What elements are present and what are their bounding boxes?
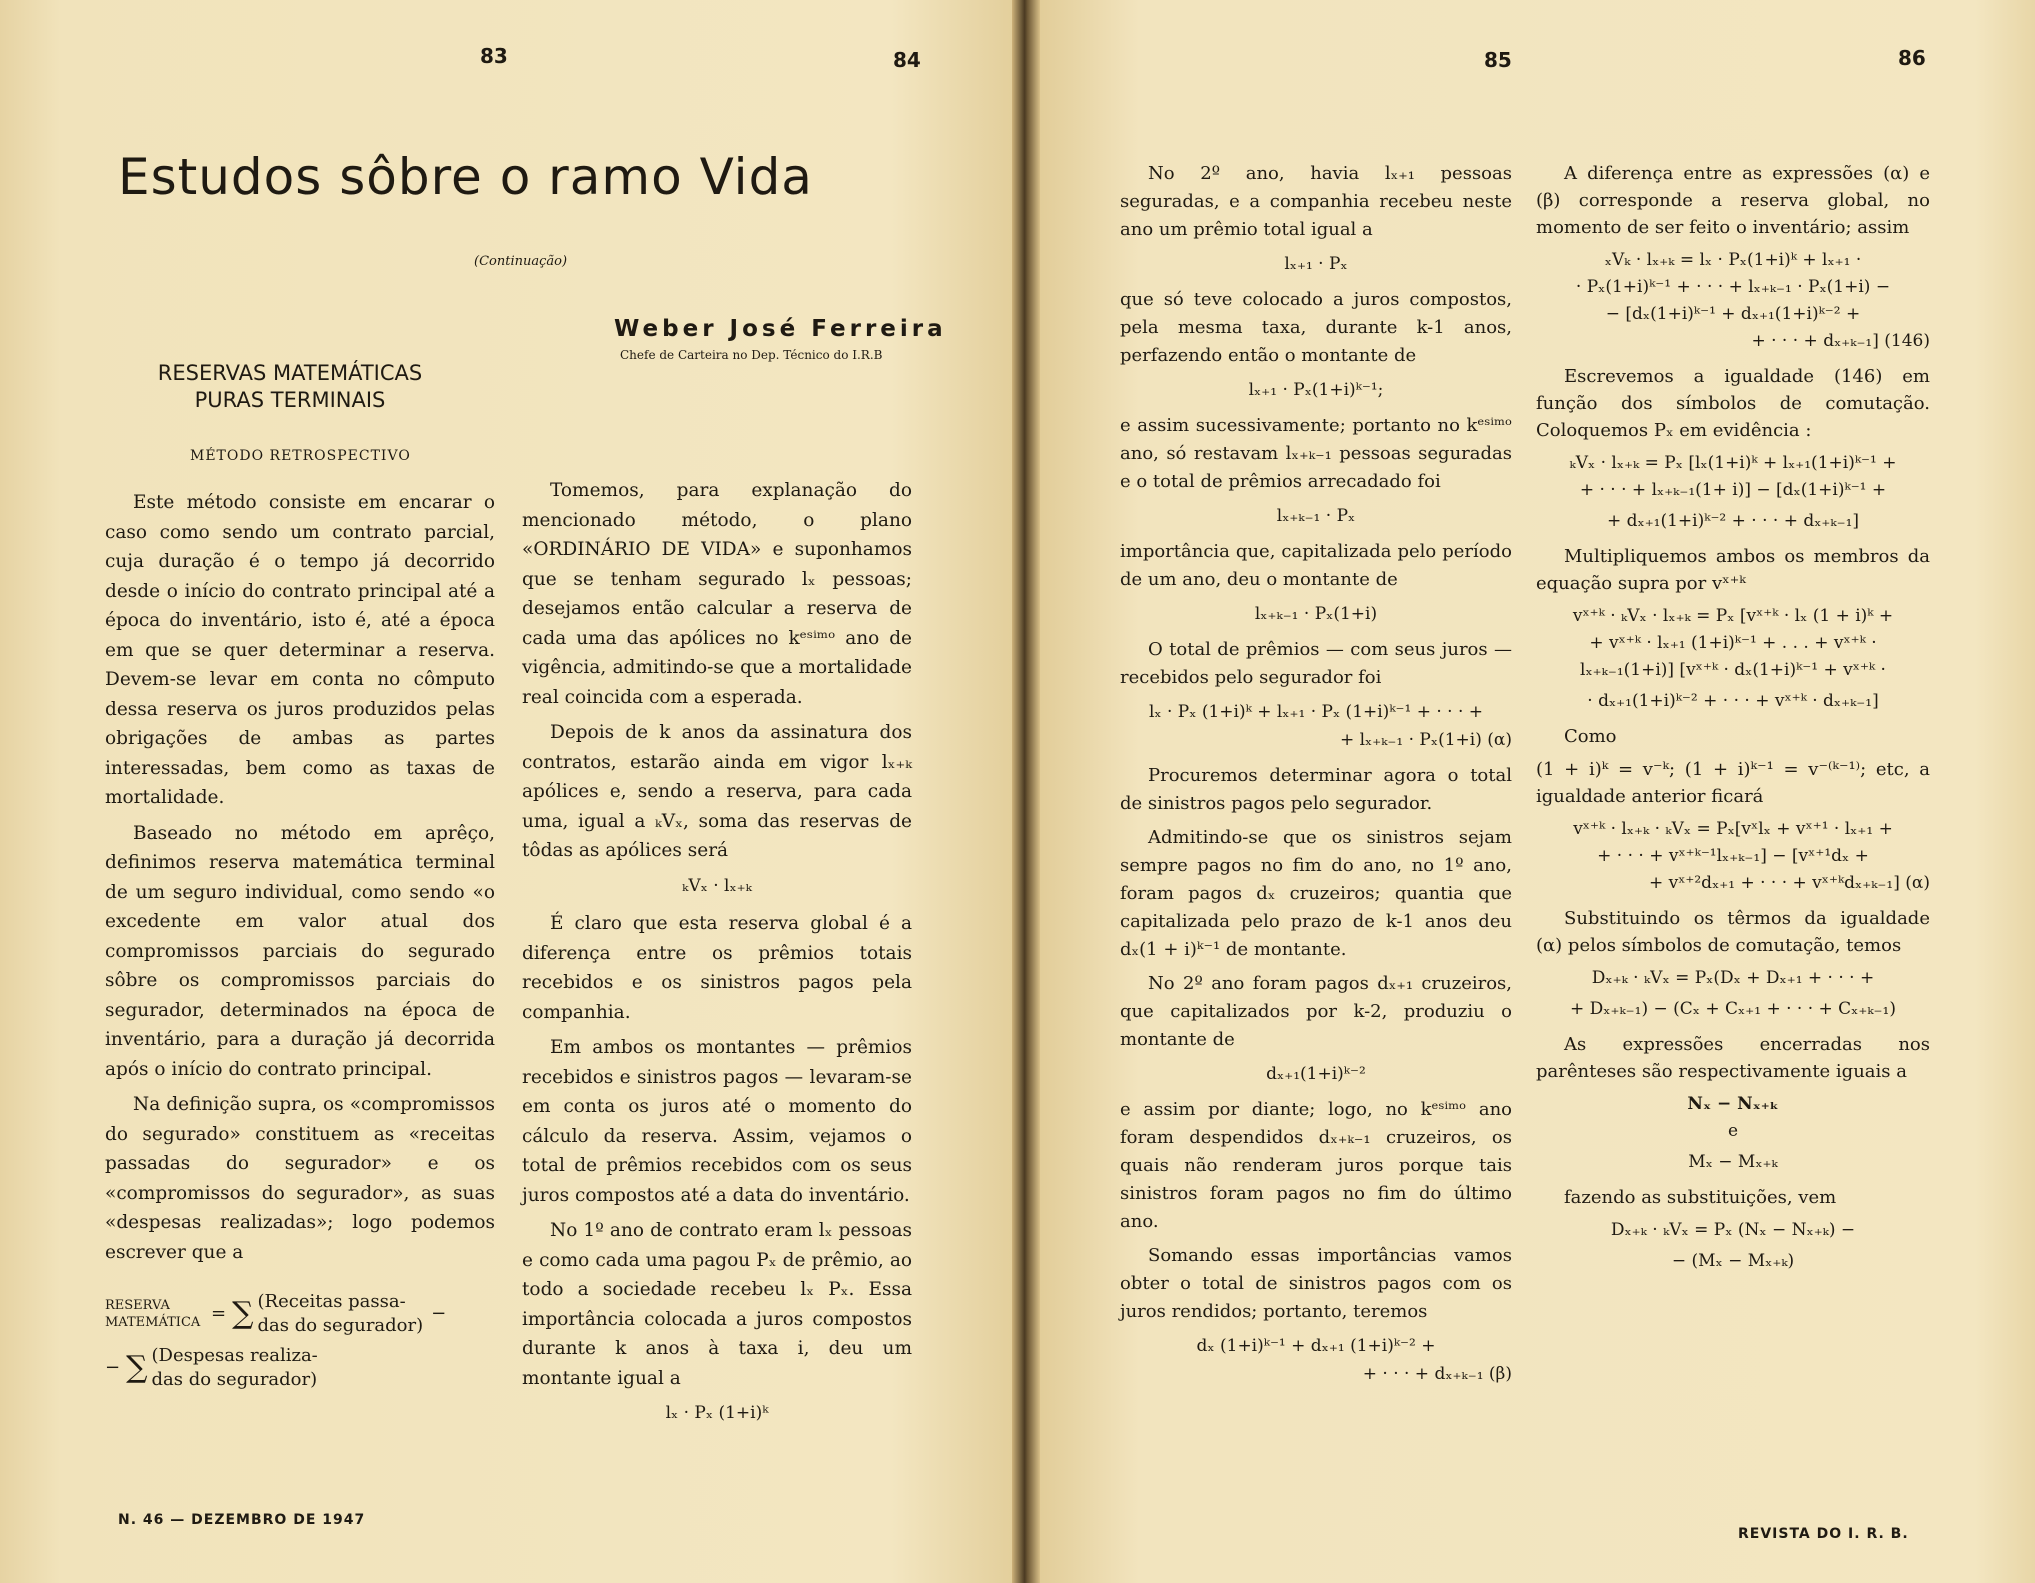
section-title-line-2: PURAS TERMINAIS [194, 388, 386, 412]
col3-paragraph-7: Admitindo-se que os sinistros sejam sempre pagos no fim do ano, no 1º ano, foram pagos dₓ cruzeiros; quantia que capitalizada pelo prazo de k-1 anos deu dₓ(1 + i)ᵏ⁻¹ de montante. [1120, 827, 1512, 960]
column-3 [1120, 160, 1512, 1396]
book-gutter [1012, 0, 1040, 1583]
col4-equation-3d: · dₓ₊₁(1+i)ᵏ⁻² + · · · + vˣ⁺ᵏ · dₓ₊ₖ₋₁] [1587, 691, 1879, 711]
reserve-formula [105, 1290, 505, 1392]
continuation-note: (Continuação) [474, 254, 568, 269]
sum-symbol-2: ∑ [126, 1350, 148, 1385]
page-number-84: 84 [893, 48, 921, 72]
column-1 [105, 488, 495, 1273]
col4-equation-5a: Dₓ₊ₖ · ₖVₓ = Pₓ(Dₓ + Dₓ₊₁ + · · · + [1591, 968, 1875, 988]
col4-equation-7: Mₓ − Mₓ₊ₖ [1688, 1152, 1778, 1172]
col2-paragraph-3: É claro que esta reserva global é a diferença entre os prêmios totais recebidos e os sinistros pagos pela companhia. [522, 913, 912, 1023]
formula-minus-2: − [105, 1357, 121, 1378]
col3-equation-7b: + · · · + dₓ₊ₖ₋₁ (β) [1362, 1364, 1512, 1384]
col3-equation-4: lₓ₊ₖ₋₁ · Pₓ(1+i) [1254, 604, 1378, 624]
section-title [110, 360, 470, 414]
col2-paragraph-2: Depois de k anos da assinatura dos contratos, estarão ainda em vigor lₓ₊ₖ apólices e, sendo a reserva, para cada uma, igual a ₖVₓ, soma das reservas de tôdas as apólices será [522, 722, 912, 861]
col4-paragraph-8: fazendo as substituições, vem [1564, 1187, 1837, 1208]
formula-despesas-1: (Despesas realiza- [151, 1345, 318, 1366]
col2-paragraph-1: Tomemos, para explanação do mencionado método, o plano «ORDINÁRIO DE VIDA» e suponhamos que se tenham segurado lₓ pessoas; desejamos então calcular a reserva de cada uma das apólices no kᵉˢⁱᵐᵒ ano de vigência, admitindo-se que a mortalidade real coincida com a esperada. [522, 480, 912, 708]
col3-paragraph-5: O total de prêmios — com seus juros — recebidos pelo segurador foi [1120, 639, 1512, 688]
right-page [1040, 0, 2035, 1583]
section-title-line-1: RESERVAS MATEMÁTICAS [157, 361, 423, 385]
col3-paragraph-8: No 2º ano foram pagos dₓ₊₁ cruzeiros, que capitalizados por k-2, produziu o montante de [1120, 973, 1512, 1050]
page-number-85: 85 [1484, 48, 1512, 72]
col4-paragraph-3: Multipliquemos ambos os membros da equação supra por vˣ⁺ᵏ [1536, 546, 1930, 594]
col3-equation-3: lₓ₊ₖ₋₁ · Pₓ [1276, 506, 1356, 526]
col4-equation-3c: lₓ₊ₖ₋₁(1+i)] [vˣ⁺ᵏ · dₓ(1+i)ᵏ⁻¹ + vˣ⁺ᵏ · [1580, 660, 1886, 680]
col3-equation-7a: dₓ (1+i)ᵏ⁻¹ + dₓ₊₁ (1+i)ᵏ⁻² + [1196, 1336, 1436, 1356]
col4-paragraph-4: Como [1564, 726, 1617, 747]
col4-equation-6: Nₓ − Nₓ₊ₖ [1687, 1094, 1779, 1114]
col4-equation-1b: · Pₓ(1+i)ᵏ⁻¹ + · · · + lₓ₊ₖ₋₁ · Pₓ(1+i) − [1575, 277, 1891, 297]
formula-label-reserva: RESERVA [105, 1298, 170, 1313]
col2-equation-1: ₖVₓ · lₓ₊ₖ [682, 875, 752, 896]
sum-symbol-1: ∑ [232, 1296, 254, 1331]
col4-equation-3a: vˣ⁺ᵏ · ₖVₓ · lₓ₊ₖ = Pₓ [vˣ⁺ᵏ · lₓ (1 + i)ᵏ + [1572, 606, 1894, 626]
col4-equation-4a: vˣ⁺ᵏ · lₓ₊ₖ · ₖVₓ = Pₓ[vˣlₓ + vˣ⁺¹ · lₓ₊₁ + [1573, 819, 1893, 839]
col4-equation-8b: − (Mₓ − Mₓ₊ₖ) [1671, 1251, 1795, 1271]
col3-equation-6: dₓ₊₁(1+i)ᵏ⁻² [1266, 1064, 1366, 1084]
formula-minus-1: − [431, 1303, 447, 1324]
column-2 [522, 476, 912, 1437]
col4-equation-1d: + · · · + dₓ₊ₖ₋₁] (146) [1751, 331, 1930, 351]
col4-paragraph-6: Substituindo os têrmos da igualdade (α) pelos símbolos de comutação, temos [1536, 908, 1930, 956]
formula-receitas-2: das do segurador) [257, 1315, 424, 1336]
col1-paragraph-2: Baseado no método em aprêço, definimos reserva matemática terminal de um seguro individual, como sendo «o excedente em valor atual dos compromissos parciais do segurado sôbre os compromissos parciais do segurador, determinados na época de inventário, para a duração já decorrida após o início do contrato principal. [105, 822, 495, 1080]
subsection-title: MÉTODO RETROSPECTIVO [190, 448, 411, 464]
left-page [0, 0, 1012, 1583]
article-title: Estudos sôbre o ramo Vida [118, 148, 813, 206]
col3-paragraph-2: que só teve colocado a juros compostos, pela mesma taxa, durante k-1 anos, perfazendo então o montante de [1120, 289, 1512, 366]
col4-equation-1a: ₓVₖ · lₓ₊ₖ = lₓ · Pₓ(1+i)ᵏ + lₓ₊₁ · [1604, 250, 1862, 270]
col3-paragraph-1: No 2º ano, havia lₓ₊₁ pessoas seguradas, e a companhia recebeu neste ano um prêmio total igual a [1120, 163, 1512, 240]
author-name: Weber José Ferreira [614, 316, 947, 342]
formula-receitas-1: (Receitas passa- [257, 1291, 406, 1312]
col4-paragraph-1: A diferença entre as expressões (α) e (β) corresponde a reserva global, no momento de ser feito o inventário; assim [1536, 163, 1930, 238]
col2-paragraph-4: Em ambos os montantes — prêmios recebidos e sinistros pagos — levaram-se em conta os juros até o momento do cálculo da reserva. Assim, vejamos o total de prêmios recebidos com os seus juros compostos até a data do inventário. [522, 1037, 912, 1206]
col4-paragraph-7: As expressões encerradas nos parênteses são respectivamente iguais a [1536, 1034, 1930, 1082]
formula-label-matematica: MATEMÁTICA [105, 1315, 201, 1330]
footer-right: REVISTA DO I. R. B. [1738, 1526, 1909, 1542]
col4-equation-4c: + vˣ⁺²dₓ₊₁ + · · · + vˣ⁺ᵏdₓ₊ₖ₋₁] (α) [1648, 873, 1930, 893]
formula-equals: = [211, 1303, 227, 1324]
col3-paragraph-6: Procuremos determinar agora o total de sinistros pagos pelo segurador. [1120, 765, 1512, 814]
col3-paragraph-9: e assim por diante; logo, no kᵉˢⁱᵐᵒ ano foram despendidos dₓ₊ₖ₋₁ cruzeiros, os quais não renderam juros porque tais sinistros foram pagos no fim do último ano. [1120, 1099, 1512, 1232]
col4-equation-2b: + · · · + lₓ₊ₖ₋₁(1+ i)] − [dₓ(1+i)ᵏ⁻¹ + [1579, 480, 1887, 500]
col3-equation-2: lₓ₊₁ · Pₓ(1+i)ᵏ⁻¹; [1248, 380, 1384, 400]
col4-paragraph-5: (1 + i)ᵏ = v⁻ᵏ; (1 + i)ᵏ⁻¹ = v⁻⁽ᵏ⁻¹⁾; etc, a igualdade anterior ficará [1536, 759, 1930, 807]
col4-equation-3b: + vˣ⁺ᵏ · lₓ₊₁ (1+i)ᵏ⁻¹ + . . . + vˣ⁺ᵏ · [1589, 633, 1877, 653]
col3-paragraph-10: Somando essas importâncias vamos obter o total de sinistros pagos com os juros rendidos; portanto, teremos [1120, 1245, 1512, 1322]
col3-paragraph-4: importância que, capitalizada pelo período de um ano, deu o montante de [1120, 541, 1512, 590]
formula-despesas-2: das do segurador) [151, 1369, 318, 1390]
col3-equation-1: lₓ₊₁ · Pₓ [1284, 254, 1348, 274]
col4-equation-6-conjunction: e [1727, 1121, 1739, 1141]
col1-paragraph-3: Na definição supra, os «compromissos do segurado» constituem as «receitas passadas do segurador» e os «compromissos do segurador», as suas «despesas realizadas»; logo podemos escrever que a [105, 1094, 495, 1263]
col4-equation-5b: + Dₓ₊ₖ₋₁) − (Cₓ + Cₓ₊₁ + · · · + Cₓ₊ₖ₋₁) [1570, 999, 1896, 1019]
col4-equation-1c: − [dₓ(1+i)ᵏ⁻¹ + dₓ₊₁(1+i)ᵏ⁻² + [1605, 304, 1861, 324]
col4-paragraph-2: Escrevemos a igualdade (146) em função dos símbolos de comutação. Coloquemos Pₓ em evidência : [1536, 366, 1930, 441]
col4-equation-2a: ₖVₓ · lₓ₊ₖ = Pₓ [lₓ(1+i)ᵏ + lₓ₊₁(1+i)ᵏ⁻¹ + [1569, 453, 1897, 473]
page-number-86: 86 [1898, 46, 1926, 70]
page-number-83: 83 [480, 44, 508, 68]
footer-left: N. 46 — DEZEMBRO DE 1947 [118, 1512, 366, 1528]
col1-paragraph-1: Este método consiste em encarar o caso como sendo um contrato parcial, cuja duração é o tempo já decorrido desde o início do contrato principal até a época do inventário, isto é, até a época em que se quer determinar a reserva. Devem-se levar em conta no cômputo dessa reserva os juros produzidos pelas obrigações de ambas as partes interessadas, bem como as taxas de mortalidade. [105, 492, 495, 808]
col4-equation-4b: + · · · + vˣ⁺ᵏ⁻¹lₓ₊ₖ₋₁] − [vˣ⁺¹dₓ + [1597, 846, 1869, 866]
col4-equation-2c: + dₓ₊₁(1+i)ᵏ⁻² + · · · + dₓ₊ₖ₋₁] [1606, 511, 1860, 531]
author-role: Chefe de Carteira no Dep. Técnico do I.R.B [620, 348, 883, 362]
col4-equation-8a: Dₓ₊ₖ · ₖVₓ = Pₓ (Nₓ − Nₓ₊ₖ) − [1610, 1220, 1856, 1240]
col2-equation-2: lₓ · Pₓ (1+i)ᵏ [665, 1403, 769, 1423]
column-4 [1536, 160, 1930, 1283]
col3-paragraph-3: e assim sucessivamente; portanto no kᵉˢⁱᵐᵒ ano, só restavam lₓ₊ₖ₋₁ pessoas seguradas e o total de prêmios arrecadado foi [1120, 415, 1512, 492]
col2-paragraph-5: No 1º ano de contrato eram lₓ pessoas e como cada uma pagou Pₓ de prêmio, ao todo a sociedade recebeu lₓ Pₓ. Essa importância colocada a juros compostos durante k anos à taxa i, deu um montante igual a [522, 1220, 912, 1389]
col3-equation-5b: + lₓ₊ₖ₋₁ · Pₓ(1+i) (α) [1339, 730, 1512, 750]
col3-equation-5a: lₓ · Pₓ (1+i)ᵏ + lₓ₊₁ · Pₓ (1+i)ᵏ⁻¹ + · · · + [1148, 702, 1484, 722]
